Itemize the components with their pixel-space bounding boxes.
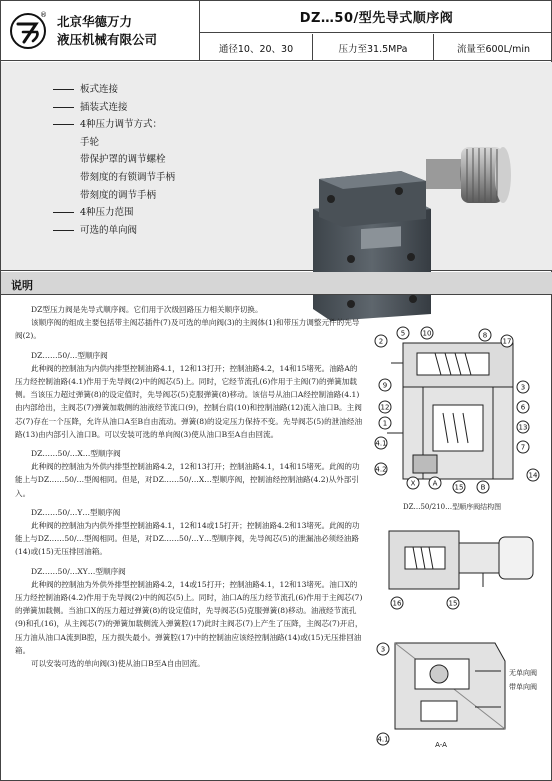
paragraph: 此种阀的控制油为外供外排型控制油路4.2，14或15打开；控制油路4.1，12和13堵死。油口X的压力经控制油路(4.2)作用于先导阀(2)中的阀芯(5)上。同时，油口A的压力经节流孔(6)作用于主阀芯(7)的弹簧加载侧。当油口X的压力超过弹簧(8)的设定值时，先导阀芯(5)克服弹簧(8)移动。油液经节流孔(9)和孔(16)，从主阀芯(7)的弹簧加载侧流入弹簧腔(17)此时主阀芯(7)上产生了压降，主阀芯(7)开启，压力油从油口A流到B腔，压力损失最小。弹簧腔(17)中的控制油应该经控制油路(14)或(15)无压排回油箱。 [15, 579, 363, 655]
main-diagram-caption: DZ…50/210…型顺序阀结构图 [403, 503, 502, 511]
paragraph: 该顺序阀的组成主要包括带主阀芯插件(7)及可选的单向阀(3)的主阀体(1)和带压力调整元件的先导阀(2)。 [15, 318, 360, 341]
callout-label: 7 [520, 443, 526, 452]
feature-subitem: 手轮 [80, 136, 100, 148]
spec-bore: 通径10、20、30 [218, 43, 294, 55]
paragraph: 可以安装可选的单向阀(3)使从油口B至A自由回流。 [31, 659, 205, 669]
company-name-line1: 北京华德万力 [57, 14, 133, 29]
feature-item: 4种压力调节方式： [53, 116, 175, 134]
section-title: 说明 [11, 279, 33, 292]
subheading: DZ……50/…型顺序阀 [31, 350, 108, 360]
callout-label: B [480, 483, 486, 492]
callout-label: 14 [528, 471, 538, 480]
callout-label: 13 [518, 423, 528, 432]
section-note: 无单向阀 [509, 669, 537, 677]
callout-label: 4.1 [377, 735, 389, 744]
feature-list [53, 81, 175, 239]
callout-label: 9 [382, 381, 388, 390]
callout-label: 2 [378, 337, 384, 346]
detail-diagram [383, 525, 543, 613]
callout-label: 8 [482, 331, 488, 340]
callout-label: 3 [520, 383, 526, 392]
callout-label: 4.1 [375, 439, 387, 448]
subheading: DZ……50/…XY…型顺序阀 [31, 566, 126, 576]
description-text [15, 303, 363, 670]
feature-item: 板式连接 [53, 81, 175, 99]
product-title: DZ…50/型先导式顺序阀 [200, 1, 552, 33]
subheading: DZ……50/…Y…型顺序阀 [31, 507, 121, 517]
callout-label: 1 [382, 419, 388, 428]
svg-text:®: ® [40, 11, 47, 19]
callout-label: 10 [422, 329, 432, 338]
callout-label: 6 [520, 403, 526, 412]
company-name-line2: 液压机械有限公司 [57, 32, 158, 47]
callout-label: 15 [448, 599, 458, 608]
detail-diagram-labels [391, 597, 459, 609]
callout-label: X [410, 479, 416, 488]
paragraph: 此种阀的控制油为内供内排型控制油路4.1，12和13打开；控制油路4.2，14和15堵死。油路A的压力经控制油路(4.1)作用于先导阀(2)中的阀芯(5)上。同时，它经节流孔(6)作用于主阀(7)的弹簧加载侧。当该压力超过弹簧(8)的设定值时，先导阀芯(5)克服弹簧(8)移动。该信号从油口A经控制油路(4.1)由内部给出，主阀芯(7)弹簧加载侧的油液经节流口(9)，控制台肩(10)和控制油路(12)流入油口B。主阀芯(7)存在一个压降，允许从油口A至B自由流动。弹簧(8)的设定压力保持不变。先导阀芯(5)的泄油经油路(13)由内部引入油口B。可以安装可选的单向阀(3)使从油口B至A自由回流。 [15, 363, 363, 439]
spec-flow: 流量至600L/min [456, 43, 531, 55]
callout-label: A [432, 479, 438, 488]
section-header [1, 272, 552, 295]
callout-label: 5 [400, 329, 406, 338]
callout-label: 16 [392, 599, 402, 608]
company-name [57, 13, 157, 49]
paragraph: 此种阀的控制油为外供内排型控制油路4.2，12和13打开；控制油路4.1，14和15堵死。此阀的功能上与DZ……50/…型阀相同。但是，对DZ……50/…X…型顺序阀，控制油经控制油路(4.2)从外部引入。 [15, 462, 360, 498]
feature-subitem: 带刻度的调节手柄 [80, 189, 157, 201]
valve-product-image [291, 139, 516, 329]
feature-item: 4种压力范围 [53, 204, 175, 222]
main-section-diagram [373, 323, 545, 495]
feature-subitem: 带保护罩的调节螺栓 [80, 154, 166, 166]
callout-label: 15 [454, 483, 464, 492]
callout-label: 3 [380, 645, 386, 654]
company-logo-icon [9, 10, 49, 50]
feature-item: 可选的单向阀 [53, 222, 175, 240]
subheading: DZ……50/…X…型顺序阀 [31, 449, 121, 459]
feature-item: 插装式连接 [53, 99, 175, 117]
spec-pressure: 压力至31.5MPa [312, 34, 434, 61]
section-aa-diagram [375, 631, 547, 751]
section-note: 带单向阀 [509, 683, 537, 691]
header [1, 1, 552, 61]
feature-panel [1, 62, 552, 271]
callout-label: 12 [380, 403, 390, 412]
callout-label: 4.2 [375, 465, 387, 474]
section-caption: A-A [435, 741, 447, 749]
callout-label: 17 [502, 337, 512, 346]
paragraph: 此种阀的控制油为内供外排型控制油路4.1，12和14或15打开；控制油路4.2和13堵死。此阀的功能上与DZ……50/…型阀相同。但是，对DZ……50/…Y…型顺序阀，先导阀芯(5)的泄漏油必须经油路(14)或(15)无压排回油箱。 [15, 521, 360, 557]
feature-subitem: 带刻度的有锁调节手柄 [80, 171, 176, 183]
paragraph: DZ型压力阀是先导式顺序阀。它们用于次级回路压力相关顺序切换。 [31, 305, 263, 314]
